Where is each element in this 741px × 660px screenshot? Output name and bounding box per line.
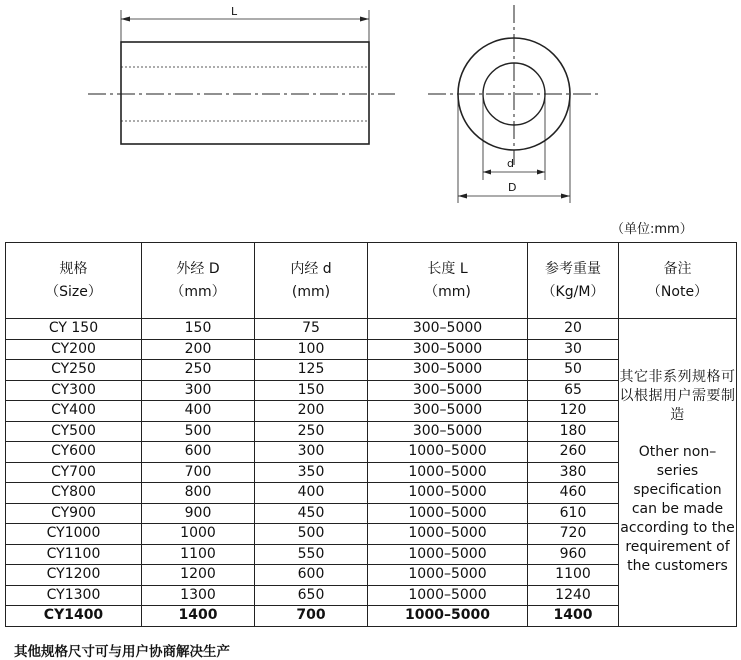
cell-inner-dia: 500 xyxy=(255,524,368,545)
cell-size: CY 150 xyxy=(6,319,142,340)
cell-outer-dia: 1400 xyxy=(142,606,255,627)
cell-size: CY800 xyxy=(6,483,142,504)
cell-size: CY1400 xyxy=(6,606,142,627)
tube-side-outline xyxy=(121,42,369,144)
header-inner-dia: 内经 d (mm) xyxy=(255,243,368,319)
end-view xyxy=(428,5,600,203)
cell-inner-dia: 250 xyxy=(255,421,368,442)
cell-inner-dia: 450 xyxy=(255,503,368,524)
cell-outer-dia: 1000 xyxy=(142,524,255,545)
cell-length: 1000–5000 xyxy=(368,544,528,565)
cell-outer-dia: 600 xyxy=(142,442,255,463)
cell-length: 300–5000 xyxy=(368,339,528,360)
cell-weight: 1240 xyxy=(528,585,619,606)
cell-inner-dia: 400 xyxy=(255,483,368,504)
header-length: 长度 L （mm) xyxy=(368,243,528,319)
cell-size: CY200 xyxy=(6,339,142,360)
cell-weight: 960 xyxy=(528,544,619,565)
cell-inner-dia: 100 xyxy=(255,339,368,360)
cell-outer-dia: 1200 xyxy=(142,565,255,586)
cell-outer-dia: 200 xyxy=(142,339,255,360)
unit-note: （单位:mm） xyxy=(611,222,693,237)
cell-inner-dia: 550 xyxy=(255,544,368,565)
cell-length: 300–5000 xyxy=(368,360,528,381)
cell-weight: 1100 xyxy=(528,565,619,586)
cell-inner-dia: 200 xyxy=(255,401,368,422)
cell-weight: 1400 xyxy=(528,606,619,627)
side-view xyxy=(88,10,395,144)
cell-inner-dia: 350 xyxy=(255,462,368,483)
cell-size: CY250 xyxy=(6,360,142,381)
cell-weight: 20 xyxy=(528,319,619,340)
cell-size: CY1200 xyxy=(6,565,142,586)
cell-length: 1000–5000 xyxy=(368,503,528,524)
cell-outer-dia: 800 xyxy=(142,483,255,504)
cell-outer-dia: 900 xyxy=(142,503,255,524)
cell-size: CY1300 xyxy=(6,585,142,606)
cell-weight: 260 xyxy=(528,442,619,463)
tube-drawing xyxy=(0,0,741,215)
cell-length: 1000–5000 xyxy=(368,483,528,504)
footer-note: 其他规格尺寸可与用户协商解决生产 xyxy=(14,644,230,660)
header-size: 规格 （Size） xyxy=(6,243,142,319)
cell-length: 1000–5000 xyxy=(368,524,528,545)
cell-length: 300–5000 xyxy=(368,421,528,442)
cell-length: 1000–5000 xyxy=(368,606,528,627)
inner-dia-label: d xyxy=(507,157,514,170)
spec-table xyxy=(5,242,737,627)
cell-inner-dia: 75 xyxy=(255,319,368,340)
length-label: L xyxy=(231,5,238,18)
cell-size: CY600 xyxy=(6,442,142,463)
table-row xyxy=(6,319,737,340)
cell-inner-dia: 150 xyxy=(255,380,368,401)
cell-outer-dia: 250 xyxy=(142,360,255,381)
cell-outer-dia: 1300 xyxy=(142,585,255,606)
header-row xyxy=(6,243,737,319)
cell-length: 1000–5000 xyxy=(368,565,528,586)
cell-size: CY300 xyxy=(6,380,142,401)
cell-weight: 380 xyxy=(528,462,619,483)
note-chinese: 其它非系列规格可以根据用户需要制造 xyxy=(619,369,736,424)
cell-outer-dia: 1100 xyxy=(142,544,255,565)
cell-length: 1000–5000 xyxy=(368,462,528,483)
header-weight: 参考重量 （Kg/M） xyxy=(528,243,619,319)
cell-weight: 180 xyxy=(528,421,619,442)
cell-weight: 65 xyxy=(528,380,619,401)
cell-size: CY900 xyxy=(6,503,142,524)
cell-inner-dia: 650 xyxy=(255,585,368,606)
note-english: Other non–series specification can be made according to the requirement of the customers xyxy=(620,444,735,575)
note-cell xyxy=(619,319,737,627)
cell-length: 1000–5000 xyxy=(368,442,528,463)
cell-size: CY1100 xyxy=(6,544,142,565)
cell-weight: 610 xyxy=(528,503,619,524)
cell-inner-dia: 300 xyxy=(255,442,368,463)
cell-length: 1000–5000 xyxy=(368,585,528,606)
header-note: 备注 （Note） xyxy=(619,243,737,319)
cell-outer-dia: 500 xyxy=(142,421,255,442)
cell-inner-dia: 600 xyxy=(255,565,368,586)
cell-inner-dia: 700 xyxy=(255,606,368,627)
cell-weight: 460 xyxy=(528,483,619,504)
cell-size: CY1000 xyxy=(6,524,142,545)
cell-size: CY500 xyxy=(6,421,142,442)
cell-outer-dia: 400 xyxy=(142,401,255,422)
cell-outer-dia: 700 xyxy=(142,462,255,483)
cell-length: 300–5000 xyxy=(368,401,528,422)
cell-weight: 30 xyxy=(528,339,619,360)
cell-inner-dia: 125 xyxy=(255,360,368,381)
cell-weight: 720 xyxy=(528,524,619,545)
cell-outer-dia: 150 xyxy=(142,319,255,340)
cell-outer-dia: 300 xyxy=(142,380,255,401)
cell-size: CY700 xyxy=(6,462,142,483)
cell-length: 300–5000 xyxy=(368,319,528,340)
cell-size: CY400 xyxy=(6,401,142,422)
outer-dia-label: D xyxy=(508,181,517,194)
header-outer-dia: 外经 D （mm） xyxy=(142,243,255,319)
cell-length: 300–5000 xyxy=(368,380,528,401)
cell-weight: 50 xyxy=(528,360,619,381)
cell-weight: 120 xyxy=(528,401,619,422)
